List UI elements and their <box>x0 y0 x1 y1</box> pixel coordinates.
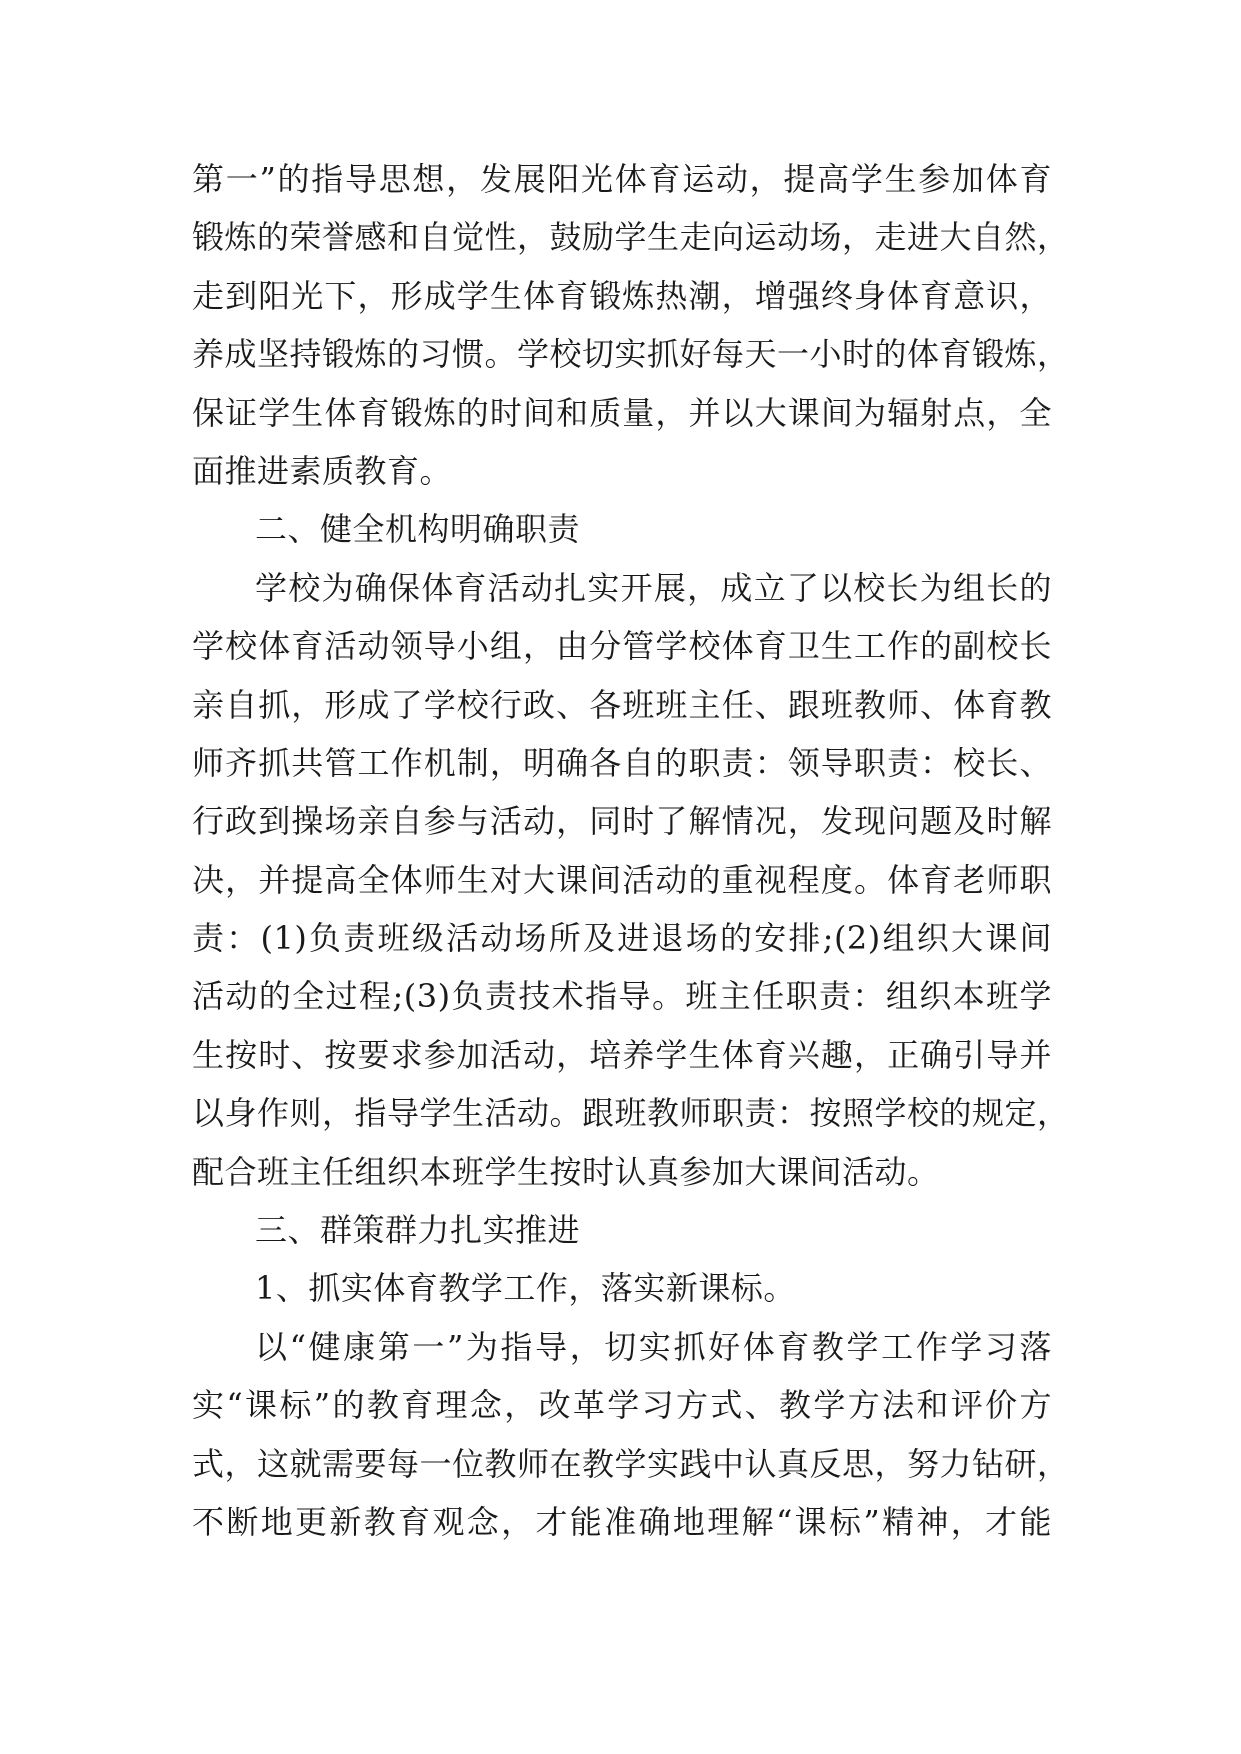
document-page <box>192 150 1070 1551</box>
text-line: 走到阳光下，形成学生体育锻炼热潮，增强终身体育意识， <box>192 276 1052 315</box>
text-line: 以“健康第一”为指导，切实抓好体育教学工作学习落 <box>255 1327 1052 1366</box>
text-line: 亲自抓，形成了学校行政、各班班主任、跟班教师、体育教 <box>192 685 1052 724</box>
text-line: 学校体育活动领导小组，由分管学校体育卫生工作的副校长 <box>192 627 1052 666</box>
text-line: 以身作则，指导学生活动。跟班教师职责：按照学校的规定， <box>192 1094 1070 1133</box>
text-line: 师齐抓共管工作机制，明确各自的职责：领导职责：校长、 <box>192 743 1052 782</box>
text-line: 学校为确保体育活动扎实开展，成立了以校长为组长的 <box>255 568 1052 607</box>
text-line: 不断地更新教育观念，才能准确地理解“课标”精神，才能 <box>192 1502 1052 1541</box>
text-line: 式，这就需要每一位教师在教学实践中认真反思，努力钻研， <box>192 1444 1070 1483</box>
text-line: 行政到操场亲自参与活动，同时了解情况，发现问题及时解 <box>192 802 1052 841</box>
text-line: 实“课标”的教育理念，改革学习方式、教学方法和评价方 <box>192 1386 1052 1425</box>
text-line: 面推进素质教育。 <box>192 451 453 490</box>
text-line: 养成坚持锻炼的习惯。学校切实抓好每天一小时的体育锻炼， <box>192 335 1070 374</box>
text-line: 活动的全过程;(3)负责技术指导。班主任职责：组织本班学 <box>192 977 1052 1016</box>
section-heading: 二、健全机构明确职责 <box>255 510 581 549</box>
text-line: 决，并提高全体师生对大课间活动的重视程度。体育老师职 <box>192 860 1052 899</box>
text-line: 配合班主任组织本班学生按时认真参加大课间活动。 <box>192 1152 940 1191</box>
subsection-heading: 1、抓实体育教学工作，落实新课标。 <box>255 1269 796 1308</box>
text-line: 生按时、按要求参加活动，培养学生体育兴趣，正确引导并 <box>192 1035 1052 1074</box>
text-line: 锻炼的荣誉感和自觉性，鼓励学生走向运动场，走进大自然， <box>192 218 1070 257</box>
text-line: 第一”的指导思想，发展阳光体育运动，提高学生参加体育 <box>192 160 1052 198</box>
text-line: 责：(1)负责班级活动场所及进退场的安排;(2)组织大课间 <box>192 919 1052 958</box>
text-line: 保证学生体育锻炼的时间和质量，并以大课间为辐射点，全 <box>192 393 1052 432</box>
section-heading: 三、群策群力扎实推进 <box>255 1211 581 1250</box>
